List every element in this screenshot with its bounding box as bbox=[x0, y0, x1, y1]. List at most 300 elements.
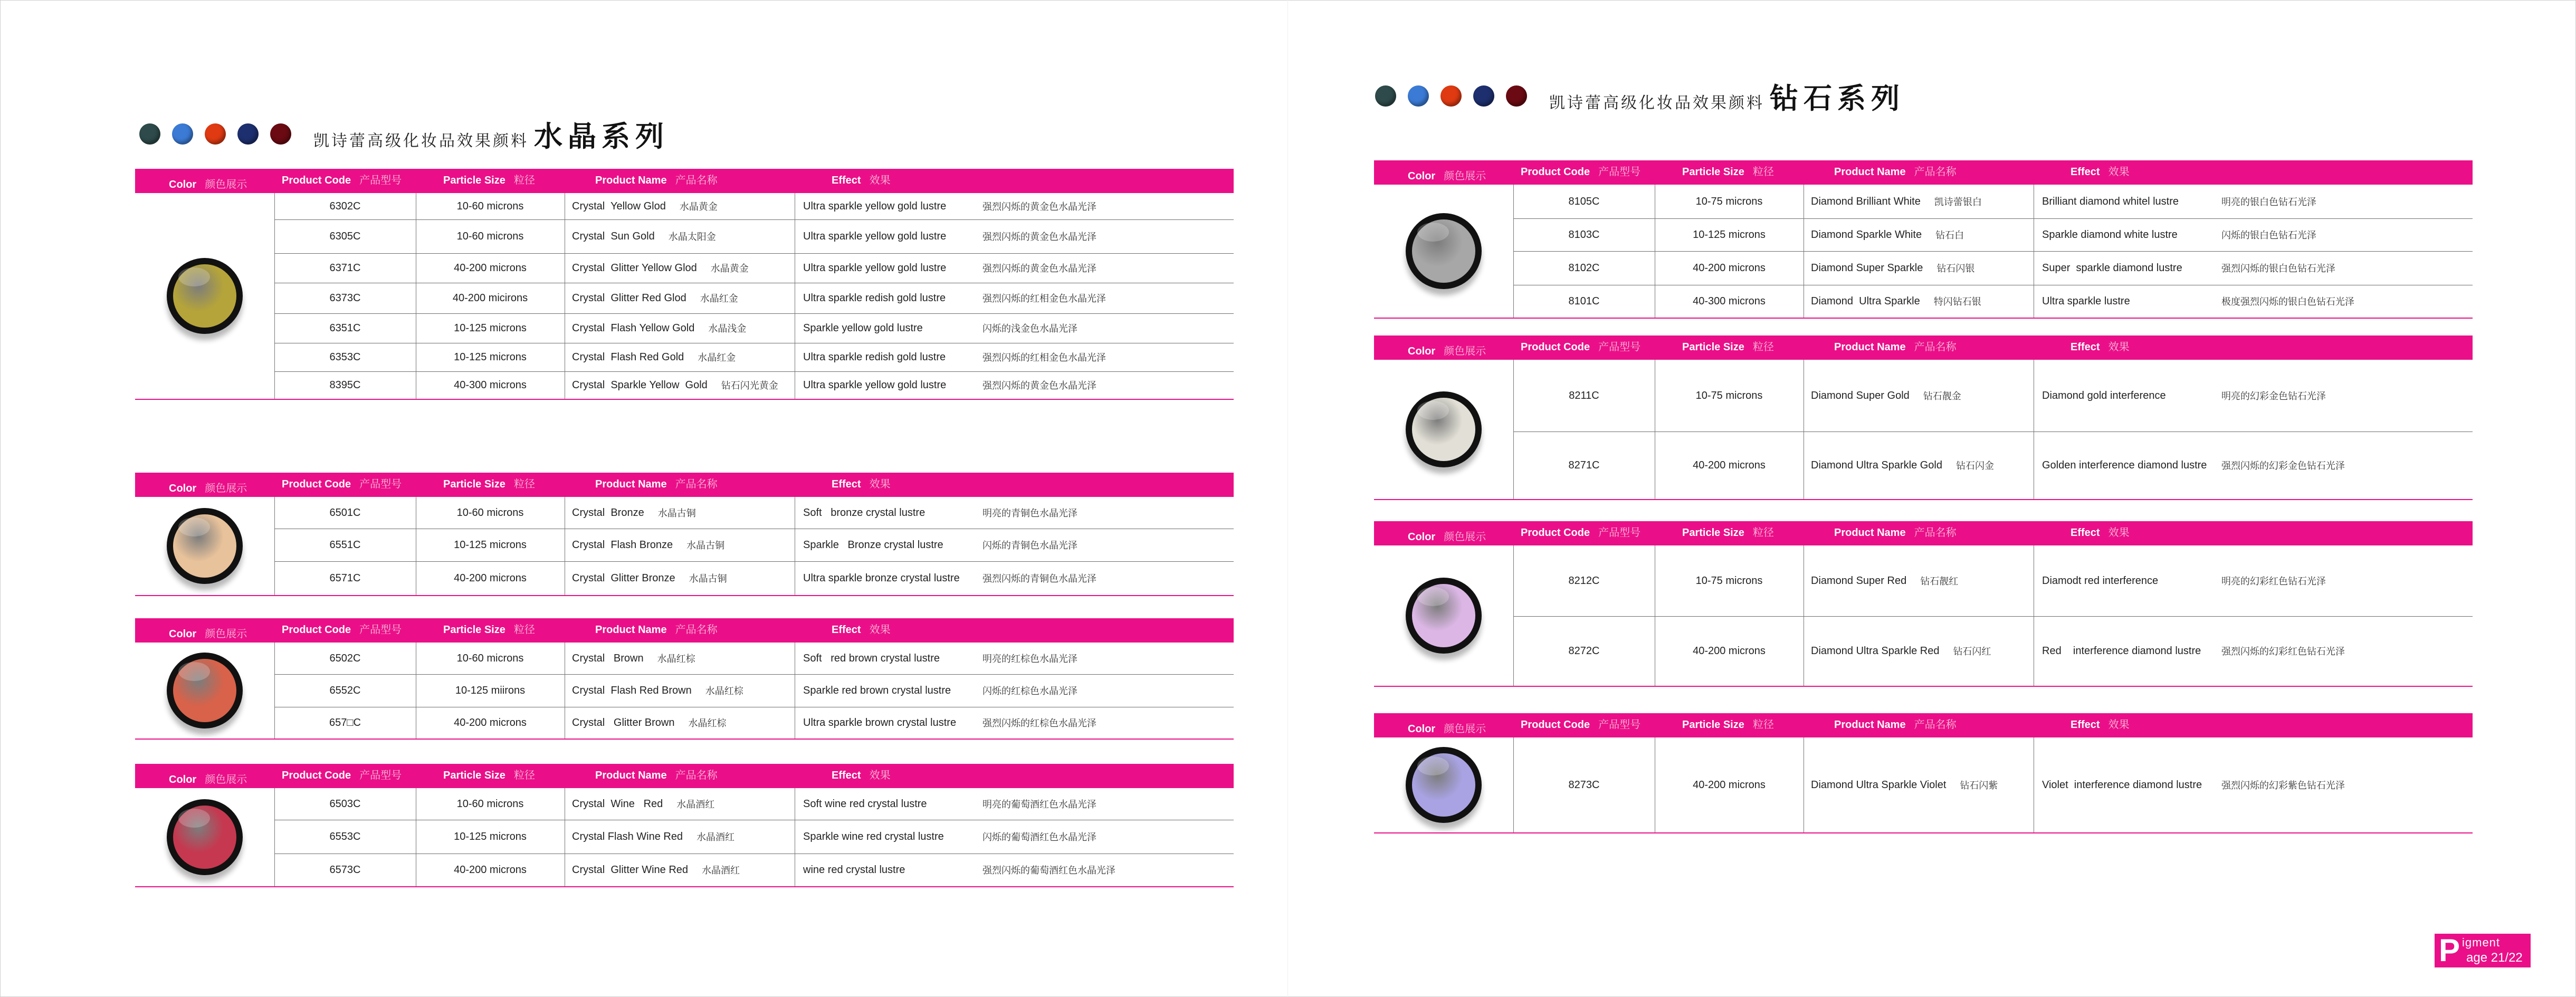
color-swatch-cell bbox=[135, 193, 275, 399]
product-name bbox=[1811, 285, 2034, 318]
header-label-en: Particle Size bbox=[443, 175, 505, 186]
product-name bbox=[572, 219, 795, 253]
effect-en: Sparkle wine red crystal lustre bbox=[803, 830, 944, 842]
effect-en: Brilliant diamond whitel lustre bbox=[2042, 195, 2179, 207]
product-name-cn: 水晶古铜 bbox=[657, 508, 696, 519]
header-label-cn: 效果 bbox=[869, 770, 891, 781]
particle-size-header bbox=[443, 618, 535, 643]
product-name-header bbox=[1834, 713, 1957, 737]
product-effect bbox=[2042, 545, 2473, 616]
bronze-glitter-swatch-icon bbox=[167, 508, 243, 584]
table-body bbox=[135, 643, 1234, 740]
swatch-highlight bbox=[1417, 223, 1449, 242]
product-effect bbox=[2042, 737, 2473, 832]
effect-cn: 强烈闪烁的黄金色水晶光泽 bbox=[982, 232, 1096, 243]
table-row bbox=[1513, 185, 2473, 219]
product-name-en: Crystal Flash Red Brown bbox=[572, 684, 692, 696]
table-row bbox=[274, 219, 1234, 254]
product-name-en: Crystal Brown bbox=[572, 652, 644, 664]
color-swatch-cell bbox=[1374, 185, 1514, 318]
particle-size: 40-300 microns bbox=[1693, 295, 1766, 307]
product-effect bbox=[803, 561, 1234, 595]
color-dot-icon bbox=[1408, 85, 1429, 107]
color-dot-icon bbox=[139, 123, 160, 145]
product-effect bbox=[803, 193, 1234, 219]
badge-word: igment bbox=[2462, 936, 2501, 949]
product-effect bbox=[803, 253, 1234, 283]
header-label-cn: 产品名称 bbox=[1914, 527, 1957, 539]
effect-cn: 强烈闪烁的幻彩金色钻石光泽 bbox=[2221, 461, 2345, 472]
particle-size: 10-125 microns bbox=[1693, 228, 1766, 241]
particle-size: 40-200 microns bbox=[1693, 459, 1766, 471]
header-label-en: Color bbox=[1408, 346, 1436, 357]
product-table bbox=[135, 618, 1234, 740]
header-label-en: Effect bbox=[2071, 527, 2100, 539]
product-name bbox=[1811, 251, 2034, 285]
header-label-cn: 粒径 bbox=[1752, 341, 1774, 353]
header-label-en: Effect bbox=[832, 175, 861, 186]
header-label-en: Effect bbox=[2071, 166, 2100, 178]
product-name-cn: 水晶黄金 bbox=[679, 202, 718, 213]
effect-en: Violet interference diamond lustre bbox=[2042, 779, 2202, 791]
color-dot-icon bbox=[205, 123, 226, 145]
product-name bbox=[1811, 432, 2034, 499]
product-name-en: Diamond Super Gold bbox=[1811, 389, 1910, 401]
effect-en: Ultra sparkle redish gold lustre bbox=[803, 351, 946, 363]
product-name-cn: 水晶红棕 bbox=[688, 718, 727, 729]
effect-en: Sparkle red brown crystal lustre bbox=[803, 684, 951, 696]
color-swatch-cell bbox=[1374, 360, 1514, 499]
swatch-highlight bbox=[1417, 756, 1449, 775]
table-row bbox=[274, 193, 1234, 220]
product-effect bbox=[2042, 185, 2473, 218]
header-label-en: Particle Size bbox=[443, 624, 505, 636]
product-name-cn: 钻石白 bbox=[1935, 230, 1964, 241]
header-label-cn: 颜色展示 bbox=[1444, 346, 1486, 357]
product-name bbox=[572, 707, 795, 739]
effect-en: Ultra sparkle redish gold lustre bbox=[803, 292, 946, 304]
header-label-en: Particle Size bbox=[443, 478, 505, 490]
header-label-en: Color bbox=[169, 628, 197, 640]
product-table bbox=[135, 473, 1234, 596]
effect-en: wine red crystal lustre bbox=[803, 864, 905, 876]
effect-header bbox=[2071, 521, 2130, 545]
product-code: 8103C bbox=[1568, 228, 1600, 241]
header-label-en: Color bbox=[169, 774, 197, 785]
effect-en: Soft bronze crystal lustre bbox=[803, 506, 926, 519]
series-subtitle: 凯诗蕾高级化妆品效果颜料 bbox=[313, 131, 529, 150]
product-name-header bbox=[1834, 521, 1957, 545]
swatch-highlight bbox=[178, 267, 210, 286]
table-body bbox=[1374, 360, 2473, 500]
product-code: 8272C bbox=[1568, 645, 1600, 657]
particle-size: 10-125 microns bbox=[454, 322, 527, 334]
product-name-header bbox=[595, 473, 718, 497]
product-name bbox=[1811, 737, 2034, 832]
effect-en: Ultra sparkle lustre bbox=[2042, 295, 2130, 307]
product-effect bbox=[803, 707, 1234, 739]
effect-en: Ultra sparkle yellow gold lustre bbox=[803, 200, 947, 212]
product-name-en: Crystal Yellow Glod bbox=[572, 200, 666, 212]
header-label-cn: 颜色展示 bbox=[1444, 531, 1486, 543]
table-body bbox=[135, 788, 1234, 887]
product-name-en: Diamond Ultra Sparkle Red bbox=[1811, 645, 1940, 657]
product-name bbox=[572, 343, 795, 371]
swatch-highlight bbox=[178, 809, 210, 828]
table-row bbox=[274, 529, 1234, 562]
header-label-en: Effect bbox=[832, 624, 861, 636]
badge-letter: P bbox=[2439, 933, 2460, 968]
product-name bbox=[572, 313, 795, 343]
header-label-en: Product Code bbox=[282, 478, 351, 490]
product-name-en: Crystal Glitter Wine Red bbox=[572, 864, 689, 876]
product-name-en: Crystal Glitter Brown bbox=[572, 716, 675, 728]
product-table bbox=[1374, 335, 2473, 500]
particle-size: 10-125 miirons bbox=[455, 684, 526, 696]
particle-size: 10-60 microns bbox=[456, 652, 524, 664]
header-label-cn: 产品型号 bbox=[1598, 527, 1641, 539]
effect-cn: 明亮的银白色钻石光泽 bbox=[2221, 197, 2316, 208]
header-label-cn: 产品型号 bbox=[359, 770, 402, 781]
product-name-cn: 水晶酒红 bbox=[676, 799, 715, 810]
product-table bbox=[135, 169, 1234, 400]
effect-cn: 强烈闪烁的黄金色水晶光泽 bbox=[982, 380, 1096, 391]
table-row bbox=[274, 497, 1234, 529]
table-row bbox=[1513, 285, 2473, 318]
effect-cn: 闪烁的浅金色水晶光泽 bbox=[982, 323, 1077, 334]
particle-size: 10-125 microns bbox=[454, 351, 527, 363]
particle-size-header bbox=[1682, 160, 1774, 185]
color-dot-icon bbox=[1440, 85, 1462, 107]
table-body bbox=[135, 193, 1234, 400]
header-label-en: Product Name bbox=[1834, 527, 1906, 539]
particle-size-header bbox=[443, 764, 535, 788]
product-effect bbox=[803, 820, 1234, 854]
header-label-cn: 产品型号 bbox=[1598, 166, 1641, 178]
header-label-cn: 粒径 bbox=[513, 175, 535, 186]
product-name-cn: 钻石闪银 bbox=[1936, 263, 1975, 274]
product-effect bbox=[803, 219, 1234, 253]
table-row bbox=[1513, 360, 2473, 432]
table-body bbox=[1374, 185, 2473, 319]
header-label-cn: 产品型号 bbox=[359, 624, 402, 636]
red-brown-glitter-swatch-icon bbox=[167, 653, 243, 728]
particle-size-header bbox=[443, 473, 535, 497]
effect-cn: 强烈闪烁的红相金色水晶光泽 bbox=[982, 352, 1106, 363]
table-header bbox=[1374, 521, 2473, 545]
table-header bbox=[135, 618, 1234, 643]
particle-size: 40-200 microns bbox=[1693, 645, 1766, 657]
header-label-en: Product Code bbox=[1521, 527, 1590, 539]
effect-en: Super sparkle diamond lustre bbox=[2042, 262, 2182, 274]
swatch-highlight bbox=[178, 517, 210, 536]
effect-en: Ultra sparkle bronze crystal lustre bbox=[803, 572, 960, 584]
product-name-en: Diamond Brilliant White bbox=[1811, 195, 1921, 207]
header-label-cn: 颜色展示 bbox=[205, 628, 247, 640]
table-header bbox=[1374, 335, 2473, 360]
product-effect bbox=[803, 854, 1234, 886]
product-name-cn: 钻石闪紫 bbox=[1960, 780, 1998, 791]
particle-size: 10-60 microns bbox=[456, 230, 524, 242]
header-label-en: Product Name bbox=[595, 175, 667, 186]
header-label-en: Product Name bbox=[1834, 166, 1906, 178]
product-name-en: Crystal Flash Bronze bbox=[572, 539, 673, 551]
effect-en: Golden interference diamond lustre bbox=[2042, 459, 2207, 471]
product-name bbox=[572, 529, 795, 561]
product-name-en: Crystal Flash Wine Red bbox=[572, 830, 683, 842]
effect-cn: 强烈闪烁的幻彩紫色钻石光泽 bbox=[2221, 780, 2345, 791]
effect-cn: 闪烁的红棕色水晶光泽 bbox=[982, 686, 1077, 697]
effect-header bbox=[2071, 335, 2130, 360]
color-dot-icon bbox=[172, 123, 193, 145]
color-swatch-cell bbox=[1374, 737, 1514, 832]
page-fold bbox=[1287, 0, 1288, 997]
color-swatch-cell bbox=[1374, 545, 1514, 686]
header-label-en: Particle Size bbox=[1682, 719, 1744, 731]
header-label-cn: 产品名称 bbox=[675, 478, 718, 490]
header-label-cn: 产品名称 bbox=[675, 770, 718, 781]
product-code: 6501C bbox=[329, 506, 361, 519]
effect-header bbox=[832, 473, 891, 497]
product-name-cn: 水晶酒红 bbox=[702, 865, 740, 876]
header-label-cn: 产品名称 bbox=[675, 175, 718, 186]
header-label-cn: 效果 bbox=[869, 478, 891, 490]
header-label-en: Product Code bbox=[282, 175, 351, 186]
header-label-en: Effect bbox=[2071, 719, 2100, 731]
product-effect bbox=[2042, 360, 2473, 432]
product-name-en: Diamond Sparkle White bbox=[1811, 228, 1922, 241]
product-name-en: Crystal Glitter Red Glod bbox=[572, 292, 686, 304]
header-label-en: Color bbox=[169, 483, 197, 494]
header-label-cn: 粒径 bbox=[1752, 527, 1774, 539]
header-label-en: Particle Size bbox=[1682, 341, 1744, 353]
effect-en: Diamodt red interference bbox=[2042, 574, 2159, 587]
product-effect bbox=[803, 497, 1234, 529]
product-name-cn: 水晶酒红 bbox=[697, 832, 735, 843]
product-code: 6573C bbox=[329, 864, 361, 876]
header-label-en: Color bbox=[1408, 723, 1436, 735]
product-effect bbox=[2042, 432, 2473, 499]
product-code: 8101C bbox=[1568, 295, 1600, 307]
product-code-header bbox=[1521, 335, 1640, 360]
header-label-cn: 效果 bbox=[2108, 341, 2130, 353]
header-label-cn: 产品型号 bbox=[1598, 719, 1641, 731]
particle-size: 40-200 microns bbox=[454, 864, 527, 876]
crystal-series-header bbox=[139, 113, 669, 155]
effect-cn: 强烈闪烁的红棕色水晶光泽 bbox=[982, 718, 1096, 729]
effect-en: Sparkle yellow gold lustre bbox=[803, 322, 923, 334]
effect-cn: 强烈闪烁的葡萄酒红色水晶光泽 bbox=[982, 865, 1115, 876]
product-name-en: Crystal Glitter Yellow Glod bbox=[572, 262, 697, 274]
header-label-cn: 产品型号 bbox=[359, 175, 402, 186]
product-code-header bbox=[282, 764, 402, 788]
product-code-header bbox=[282, 473, 402, 497]
header-label-en: Product Name bbox=[1834, 719, 1906, 731]
header-label-cn: 效果 bbox=[2108, 719, 2130, 731]
particle-size-header bbox=[1682, 335, 1774, 360]
product-name-en: Diamond Ultra Sparkle Gold bbox=[1811, 459, 1942, 471]
product-code: 6305C bbox=[329, 230, 361, 242]
header-label-en: Effect bbox=[832, 770, 861, 781]
product-code: 8395C bbox=[329, 379, 361, 391]
color-swatch-cell bbox=[135, 788, 275, 886]
product-effect bbox=[2042, 616, 2473, 686]
violet-interference-swatch-icon bbox=[1406, 747, 1482, 823]
table-row bbox=[274, 253, 1234, 283]
product-code-header bbox=[282, 169, 402, 193]
effect-cn: 强烈闪烁的幻彩红色钻石光泽 bbox=[2221, 646, 2345, 657]
particle-size: 40-200 microns bbox=[1693, 779, 1766, 791]
particle-size: 10-60 microns bbox=[456, 798, 524, 810]
gold-glitter-swatch-icon bbox=[167, 258, 243, 334]
product-name-cn: 水晶黄金 bbox=[710, 263, 749, 274]
product-name-cn: 水晶太阳金 bbox=[668, 232, 716, 243]
product-code: 6373C bbox=[329, 292, 361, 304]
product-name-cn: 凯诗蕾银白 bbox=[1934, 197, 1982, 208]
page-number: age 21/22 bbox=[2466, 951, 2523, 965]
header-label-cn: 产品名称 bbox=[1914, 166, 1957, 178]
effect-en: Ultra sparkle brown crystal lustre bbox=[803, 716, 957, 728]
product-code-header bbox=[282, 618, 402, 643]
pearl-gold-swatch-icon bbox=[1406, 391, 1482, 467]
product-effect bbox=[2042, 218, 2473, 251]
product-name-en: Crystal Wine Red bbox=[572, 798, 663, 810]
product-name bbox=[572, 253, 795, 283]
header-label-en: Color bbox=[169, 179, 197, 190]
header-label-cn: 粒径 bbox=[1752, 719, 1774, 731]
series-title bbox=[1549, 76, 1905, 117]
header-label-en: Particle Size bbox=[1682, 166, 1744, 178]
product-table bbox=[135, 764, 1234, 887]
table-row bbox=[274, 788, 1234, 820]
header-label-cn: 粒径 bbox=[1752, 166, 1774, 178]
header-label-cn: 效果 bbox=[869, 624, 891, 636]
header-label-en: Product Name bbox=[595, 624, 667, 636]
header-label-en: Product Code bbox=[1521, 166, 1590, 178]
effect-header bbox=[832, 764, 891, 788]
effect-header bbox=[2071, 713, 2130, 737]
product-name-cn: 特闪钻石银 bbox=[1933, 296, 1981, 308]
table-header bbox=[1374, 713, 2473, 737]
header-label-en: Color bbox=[1408, 531, 1436, 543]
product-name bbox=[1811, 185, 2034, 218]
series-name: 钻石系列 bbox=[1770, 81, 1905, 115]
page-number-badge bbox=[2435, 934, 2531, 967]
product-name-cn: 钻石靓红 bbox=[1920, 576, 1959, 587]
product-name-header bbox=[595, 764, 718, 788]
effect-cn: 明亮的葡萄酒红色水晶光泽 bbox=[982, 799, 1096, 810]
product-name-cn: 钻石闪光黄金 bbox=[721, 380, 778, 391]
product-table bbox=[1374, 713, 2473, 833]
header-label-en: Product Name bbox=[595, 770, 667, 781]
particle-size-header bbox=[443, 169, 535, 193]
table-row bbox=[274, 313, 1234, 343]
effect-en: Ultra sparkle yellow gold lustre bbox=[803, 230, 947, 242]
product-name bbox=[572, 854, 795, 886]
product-code: 8212C bbox=[1568, 574, 1600, 587]
particle-size: 40-200 microns bbox=[1693, 262, 1766, 274]
product-name-en: Diamond Super Sparkle bbox=[1811, 262, 1923, 274]
header-label-cn: 颜色展示 bbox=[205, 483, 247, 494]
product-name-cn: 水晶红棕 bbox=[657, 654, 695, 665]
product-code: 8211C bbox=[1569, 389, 1599, 401]
table-row bbox=[1513, 432, 2473, 499]
product-name-cn: 水晶古铜 bbox=[686, 540, 725, 551]
product-name bbox=[1811, 616, 2034, 686]
particle-size: 10-75 microns bbox=[1695, 195, 1763, 207]
header-label-cn: 粒径 bbox=[513, 624, 535, 636]
table-row bbox=[274, 820, 1234, 854]
table-body bbox=[1374, 737, 2473, 833]
table-row bbox=[274, 343, 1234, 372]
table-row bbox=[1513, 616, 2473, 686]
product-code: 6551C bbox=[329, 539, 361, 551]
effect-cn: 极度强烈闪烁的银白色钻石光泽 bbox=[2221, 296, 2354, 308]
product-code: 6353C bbox=[329, 351, 361, 363]
silver-glitter-swatch-icon bbox=[1406, 213, 1482, 289]
product-name-cn: 水晶浅金 bbox=[708, 323, 747, 334]
product-name-en: Crystal Flash Yellow Gold bbox=[572, 322, 695, 334]
effect-en: Ultra sparkle yellow gold lustre bbox=[803, 379, 947, 391]
product-name-header bbox=[1834, 335, 1957, 360]
product-effect bbox=[803, 674, 1234, 707]
table-row bbox=[1513, 737, 2473, 832]
table-row bbox=[1513, 545, 2473, 617]
product-name-cn: 钻石靓金 bbox=[1923, 391, 1961, 402]
header-label-cn: 颜色展示 bbox=[205, 179, 247, 190]
header-label-en: Particle Size bbox=[1682, 527, 1744, 539]
product-code: 6502C bbox=[329, 652, 361, 664]
table-header bbox=[1374, 160, 2473, 185]
product-table bbox=[1374, 160, 2473, 319]
particle-size: 40-200 microns bbox=[454, 716, 527, 728]
product-code: 8102C bbox=[1568, 262, 1600, 274]
product-table bbox=[1374, 521, 2473, 687]
particle-size: 40-200 micirons bbox=[452, 292, 528, 304]
header-label-en: Product Code bbox=[1521, 341, 1590, 353]
effect-cn: 闪烁的银白色钻石光泽 bbox=[2221, 230, 2316, 241]
header-label-en: Product Code bbox=[282, 770, 351, 781]
color-dot-icon bbox=[1506, 85, 1527, 107]
effect-cn: 强烈闪烁的青铜色水晶光泽 bbox=[982, 573, 1096, 584]
particle-size: 10-125 microns bbox=[454, 830, 527, 842]
product-effect bbox=[803, 643, 1234, 674]
table-row bbox=[1513, 251, 2473, 285]
effect-en: Ultra sparkle yellow gold lustre bbox=[803, 262, 947, 274]
product-name-cn: 水晶红金 bbox=[698, 352, 736, 363]
header-label-cn: 效果 bbox=[2108, 527, 2130, 539]
product-name-header bbox=[595, 169, 718, 193]
color-dot-icon bbox=[237, 123, 259, 145]
product-name-cn: 钻石闪金 bbox=[1956, 461, 1994, 472]
table-row bbox=[274, 643, 1234, 675]
pink-interference-swatch-icon bbox=[1406, 578, 1482, 654]
particle-size: 10-75 microns bbox=[1695, 389, 1763, 401]
header-label-en: Particle Size bbox=[443, 770, 505, 781]
particle-size: 10-75 microns bbox=[1695, 574, 1763, 587]
particle-size: 40-200 microns bbox=[454, 262, 527, 274]
header-label-cn: 产品名称 bbox=[1914, 719, 1957, 731]
product-code: 6553C bbox=[329, 830, 361, 842]
product-name-en: Crystal Glitter Bronze bbox=[572, 572, 675, 584]
effect-en: Soft red brown crystal lustre bbox=[803, 652, 940, 664]
table-row bbox=[274, 674, 1234, 707]
product-name-en: Crystal Flash Red Gold bbox=[572, 351, 684, 363]
particle-size: 10-125 microns bbox=[454, 539, 527, 551]
effect-en: Red interference diamond lustre bbox=[2042, 645, 2201, 657]
table-row bbox=[274, 371, 1234, 399]
effect-en: Sparkle diamond white lustre bbox=[2042, 228, 2178, 241]
